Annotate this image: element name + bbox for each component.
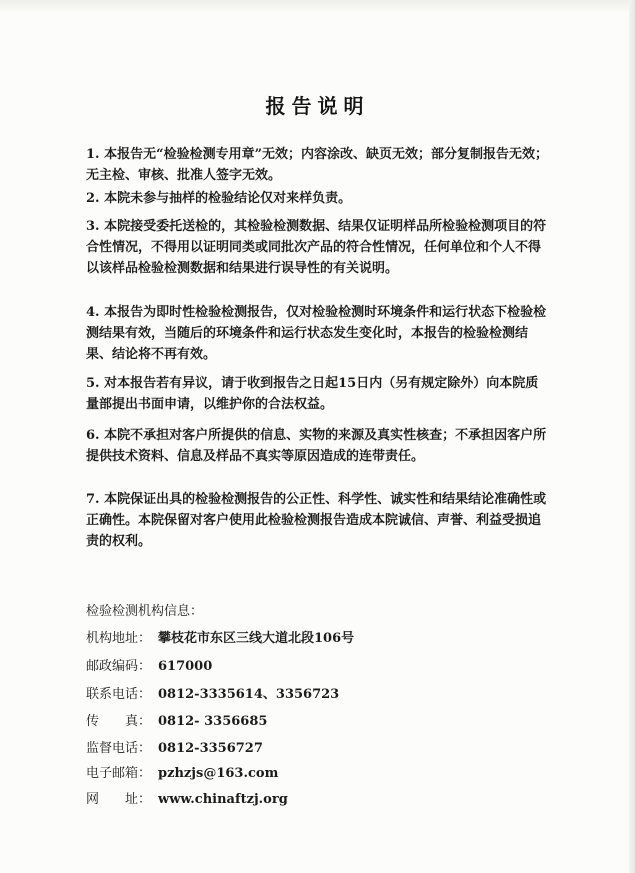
note-3: 3. 本院接受委托送检的，其检验检测数据、结果仅证明样品所检验检测项目的符合性情况，不得用以证明同类或同批次产品的符合性情况，任何单位和个人不得以该样品检验检测数据和结果进行误导性的有关说明。 — [86, 219, 547, 276]
info-label: 机构地址： — [86, 631, 152, 646]
note-5: 5. 对本报告若有异议，请于收到报告之日起15日内（另有规定除外）向本院质量部提出书面申请，以维护你的合法权益。 — [86, 376, 539, 412]
note-2: 2. 本院未参与抽样的检验结论仅对来样负责。 — [86, 191, 352, 206]
info-row-phone — [86, 683, 339, 702]
note-4: 4. 本报告为即时性检验检测报告，仅对检验检测时环境条件和运行状态下检验检测结果有效，当随后的环境条件和运行状态发生变化时，本报告的检验检测结果、结论将不再有效。 — [86, 305, 547, 362]
info-value: 617000 — [158, 659, 213, 674]
info-row-website — [86, 788, 288, 807]
info-row-postcode — [86, 655, 212, 674]
info-value: 0812-3335614、3356723 — [158, 687, 340, 702]
info-label: 电子邮箱： — [86, 766, 152, 781]
note-6: 6. 本院不承担对客户所提供的信息、实物的来源及真实性核查；不承担因客户所提供技术资料、信息及样品不真实等原因造成的连带责任。 — [86, 428, 547, 464]
info-heading: 检验检测机构信息： — [86, 604, 204, 619]
info-row-address — [86, 627, 354, 646]
info-value: www.chinaftzj.org — [158, 792, 288, 807]
page-right-edge — [629, 0, 635, 873]
info-label: 监督电话： — [86, 741, 152, 756]
info-label: 邮政编码： — [86, 659, 152, 674]
page-top-edge — [0, 0, 635, 14]
info-row-email — [86, 762, 278, 781]
info-label: 传 真： — [86, 714, 152, 729]
info-row-fax — [86, 710, 267, 729]
info-label: 联系电话： — [86, 687, 152, 702]
note-7: 7. 本院保证出具的检验检测报告的公正性、科学性、诚实性和结果结论准确性或正确性。本院保留对客户使用此检验检测报告造成本院诚信、声誉、利益受损追责的权利。 — [86, 492, 547, 549]
info-row-supervision-phone — [86, 737, 263, 756]
info-value: 攀枝花市东区三线大道北段106号 — [158, 631, 355, 646]
info-value: 0812- 3356685 — [158, 714, 268, 729]
page-title: 报告说明 — [265, 94, 370, 118]
note-1: 1. 本报告无“检验检测专用章”无效；内容涂改、缺页无效；部分复制报告无效；无主检、审核、批准人签字无效。 — [86, 147, 549, 183]
info-label: 网 址： — [86, 792, 152, 807]
info-value: 0812-3356727 — [158, 741, 263, 756]
info-value: pzhzjs@163.com — [158, 766, 279, 781]
